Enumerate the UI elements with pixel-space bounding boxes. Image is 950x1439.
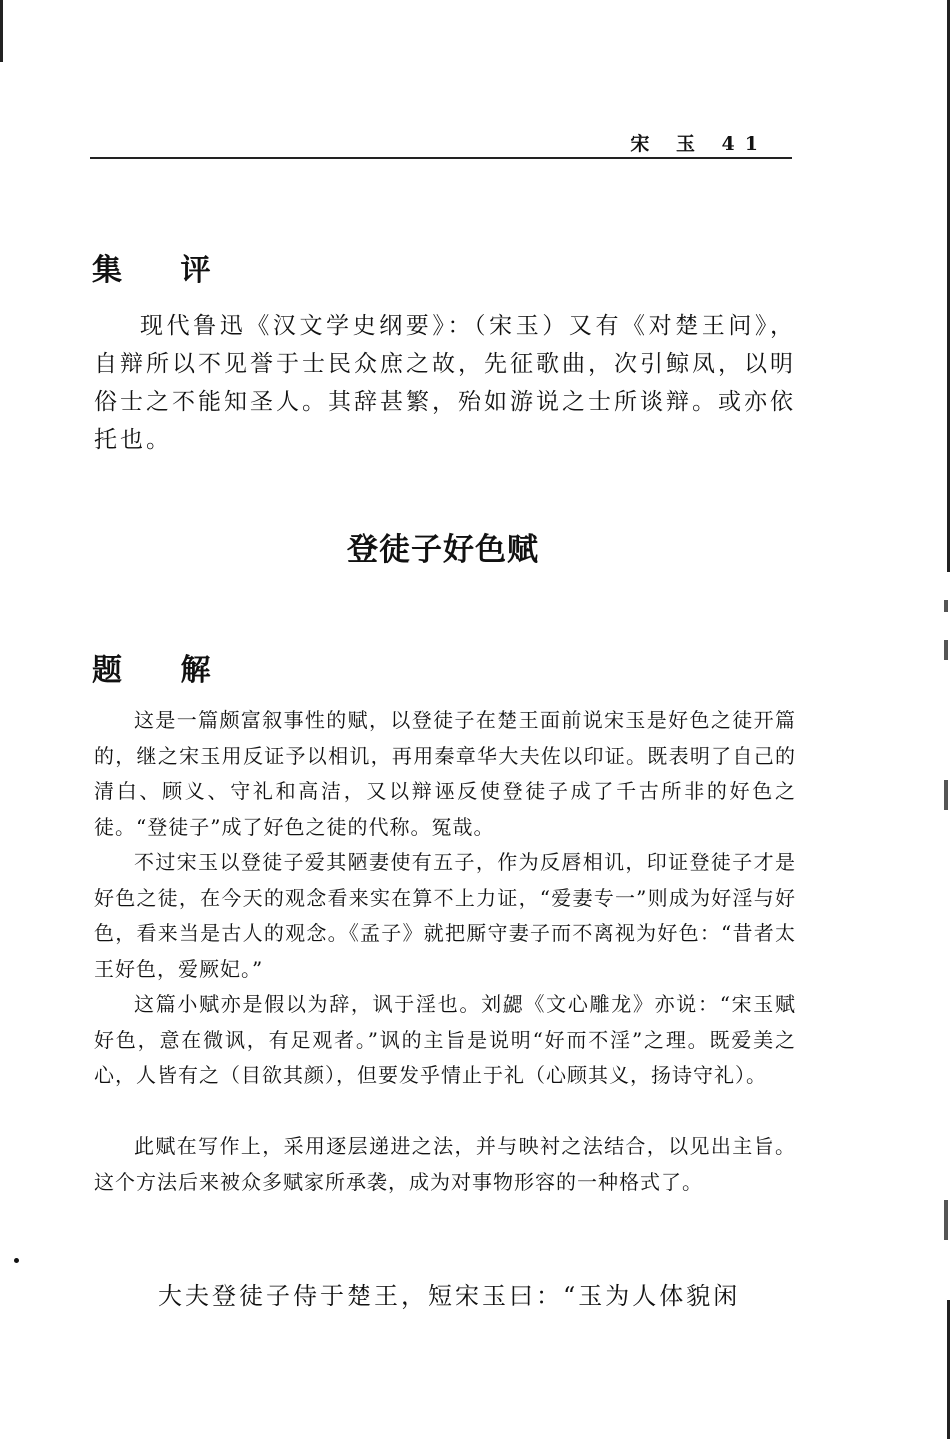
- commentary-heading: 集 评: [92, 253, 235, 288]
- scan-dot: [14, 1258, 19, 1263]
- scan-mark: [944, 600, 948, 612]
- scan-mark: [944, 780, 948, 810]
- explanation-paragraph: 不过宋玉以登徒子爱其陋妻使有五子，作为反唇相讥，印证登徒子才是好色之徒，在今天的观念看来实在算不上力证，“爱妻专一”则成为好淫与好色，看来当是古人的观念。《孟子》就把厮守妻子而不离视为好色：“昔者太王好色，爱厥妃。”: [94, 850, 796, 981]
- explanation-paragraph: 这是一篇颇富叙事性的赋，以登徒子在楚王面前说宋玉是好色之徒开篇的，继之宋玉用反证予以相讥，再用秦章华大夫佐以印证。既表明了自己的清白、顾义、守礼和高洁，又以辩诬反使登徒子成了千古所非的好色之徒。“登徒子”成了好色之徒的代称。冤哉。: [94, 708, 796, 839]
- running-title: 宋 玉 41: [630, 133, 768, 155]
- explanation-heading: 题 解: [92, 653, 235, 688]
- work-title: 登徒子好色赋: [347, 532, 539, 568]
- explanation-paragraph: 此赋在写作上，采用逐层递进之法，并与映衬之法结合，以见出主旨。这个方法后来被众多赋家所承袭，成为对事物形容的一种格式了。: [94, 1134, 796, 1194]
- page-edge-left: [0, 0, 3, 62]
- running-header: [90, 127, 792, 159]
- scan-mark: [944, 640, 948, 660]
- scan-mark: [944, 1200, 948, 1240]
- commentary-paragraph: 现代鲁迅《汉文学史纲要》：（宋玉）又有《对楚王问》，自辩所以不见誉于士民众庶之故，先征歌曲，次引鲸凤，以明俗士之不能知圣人。其辞甚繁，殆如游说之士所谈辩。或亦依托也。: [94, 313, 796, 453]
- explanation-paragraph: 这篇小赋亦是假以为辞，讽于淫也。刘勰《文心雕龙》亦说：“宋玉赋好色，意在微讽，有足观者。”讽的主旨是说明“好而不淫”之理。既爱美之心，人皆有之（目欲其颜），但要发乎情止于礼（心顾其义，扬诗守礼）。: [94, 992, 796, 1087]
- main-text-line: 大夫登徒子侍于楚王，短宋玉曰：“玉为人体貌闲: [158, 1282, 741, 1310]
